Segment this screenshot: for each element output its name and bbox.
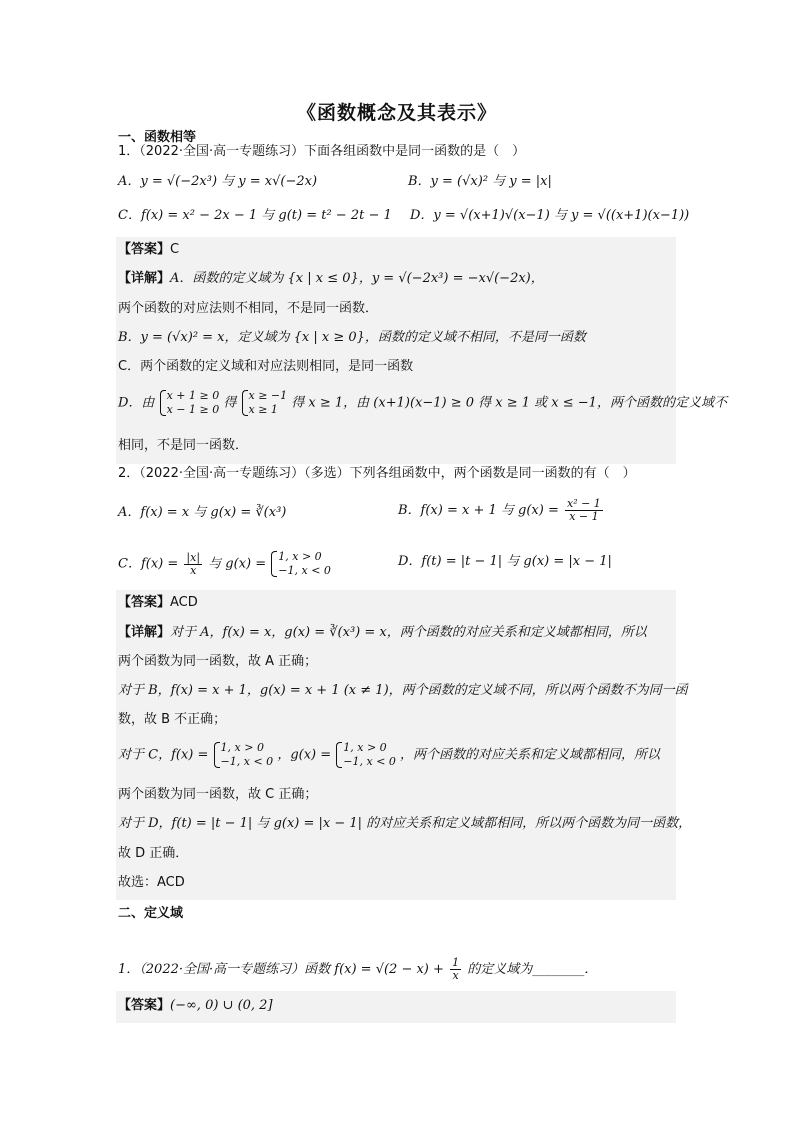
- detail-line-q1-1: [118, 270, 544, 288]
- answer-label: 【答案】: [118, 595, 171, 610]
- inequality-system: [241, 389, 288, 417]
- numerator: |x|: [186, 550, 201, 564]
- option-text: 与 g(x) =: [208, 556, 267, 572]
- option-text: B．f(x) = x + 1 与 g(x) =: [398, 503, 559, 518]
- piece-row: 1, x > 0: [343, 741, 387, 754]
- detail-line-q1-2: 两个函数的对应法则不相同，不是同一函数．: [118, 301, 379, 316]
- question-2-stem: 2．（2022·全国·高一专题练习）（多选）下列各组函数中，两个函数是同一函数的有（ ）: [118, 466, 636, 481]
- piece-row: 1, x > 0: [220, 741, 264, 754]
- stem-text: 的定义域为________．: [467, 962, 598, 977]
- system-row: x − 1 ≥ 0: [166, 403, 220, 416]
- question-1-option-a: A．y = √(−2x³) 与 y = x√(−2x): [118, 174, 318, 189]
- piece-row: 1, x > 0: [278, 550, 322, 563]
- detail-label: 【详解】: [118, 625, 171, 640]
- piece-row: −1, x < 0: [278, 564, 331, 577]
- detail-line-q2-2: 两个函数为同一函数，故 A 正确；: [118, 654, 318, 669]
- answer-value: C: [170, 242, 180, 257]
- detail-text: 对于 C，f(x) =: [118, 747, 209, 763]
- denominator: x − 1: [569, 510, 599, 523]
- fraction: [184, 552, 202, 577]
- section-heading-function-equality: 一、函数相等: [118, 130, 197, 145]
- denominator: x: [190, 563, 197, 577]
- system-row: x ≥ 1: [248, 403, 278, 416]
- detail-line-q2-5: [118, 741, 660, 769]
- fraction: [565, 498, 603, 523]
- detail-text: 对于 A，f(x) = x，g(x) = ∛(x³) = x，两个函数的对应关系和定义域都相同，所以: [170, 625, 647, 640]
- numerator: 1: [452, 956, 460, 969]
- question-2-option-a: A．f(x) = x 与 g(x) = ∛(x³): [118, 505, 287, 520]
- question-1-stem: 1．（2022·全国·高一专题练习）下面各组函数中是同一函数的是（ ）: [118, 144, 526, 159]
- answer-value: ACD: [170, 595, 198, 610]
- detail-line-q2-4: 数，故 B 不正确；: [118, 712, 227, 727]
- page-title: 《函数概念及其表示》: [296, 102, 497, 124]
- piece-row: −1, x < 0: [343, 755, 396, 768]
- detail-text: A．函数的定义域为 {x | x ≤ 0}，y = √(−2x³) = −x√(−2x)，: [170, 271, 544, 286]
- question-2-option-c: [118, 550, 331, 578]
- answer-line-q3: [118, 997, 273, 1015]
- detail-text: 得: [223, 395, 237, 411]
- answer-value: (−∞, 0) ∪ (0, 2]: [170, 998, 273, 1013]
- question-2-option-d: D．f(t) = |t − 1| 与 g(x) = |x − 1|: [398, 554, 612, 569]
- detail-line-q1-4: C．两个函数的定义域和对应法则相同，是同一函数: [118, 359, 414, 374]
- detail-line-q2-6: 两个函数为同一函数，故 C 正确；: [118, 787, 318, 802]
- denominator: x: [452, 969, 459, 982]
- question-1-option-d: D．y = √(x+1)√(x−1) 与 y = √((x+1)(x−1)): [410, 208, 690, 223]
- detail-label: 【详解】: [118, 271, 171, 286]
- piece-row: −1, x < 0: [220, 755, 274, 768]
- question-2-option-b: [398, 498, 605, 523]
- numerator: x² − 1: [566, 497, 601, 510]
- piecewise: [213, 741, 274, 769]
- detail-line-q1-3: B．y = (√x)² = x，定义域为 {x | x ≥ 0}，函数的定义域不相同，不是同一函数: [118, 330, 586, 345]
- answer-line-q1: [118, 241, 179, 259]
- detail-line-q2-9: 故选：ACD: [118, 875, 185, 890]
- detail-text: 得 x ≥ 1，由 (x+1)(x−1) ≥ 0 得 x ≥ 1 或 x ≤ −1，两个函数的定义域不: [291, 395, 727, 411]
- question-1-option-b: B．y = (√x)² 与 y = |x|: [408, 174, 552, 189]
- system-row: x ≥ −1: [248, 389, 288, 402]
- question-1-option-c: C．f(x) = x² − 2x − 1 与 g(t) = t² − 2t − 1: [118, 208, 392, 223]
- answer-line-q2: [118, 594, 198, 612]
- answer-label: 【答案】: [118, 242, 171, 257]
- detail-line-q1-5: [118, 389, 727, 417]
- question-3-stem: [118, 957, 597, 982]
- stem-text: 1．（2022·全国·高一专题练习）函数 f(x) = √(2 − x) +: [118, 962, 444, 977]
- piecewise: [335, 741, 396, 769]
- answer-label: 【答案】: [118, 998, 171, 1013]
- piecewise: [270, 550, 331, 578]
- detail-line-q2-7: 对于 D，f(t) = |t − 1| 与 g(x) = |x − 1| 的对应关系和定义域都相同，所以两个函数为同一函数，: [118, 816, 692, 831]
- option-text: C．f(x) =: [118, 556, 179, 572]
- detail-line-q2-8: 故 D 正确．: [118, 846, 189, 861]
- detail-text: D．由: [118, 395, 155, 411]
- detail-line-q1-6: 相同，不是同一函数．: [118, 438, 249, 453]
- system-row: x + 1 ≥ 0: [166, 389, 220, 402]
- section-heading-domain: 二、定义域: [118, 906, 184, 921]
- inequality-system: [159, 389, 220, 417]
- detail-line-q2-3: 对于 B，f(x) = x + 1，g(x) = x + 1 (x ≠ 1)，两个函数的定义域不同，所以两个函数不为同一函: [118, 683, 688, 698]
- detail-text: ，两个函数的对应关系和定义域都相同，所以: [400, 747, 661, 763]
- detail-line-q2-1: [118, 624, 647, 642]
- fraction: [450, 957, 461, 982]
- detail-text: ，g(x) =: [277, 747, 332, 763]
